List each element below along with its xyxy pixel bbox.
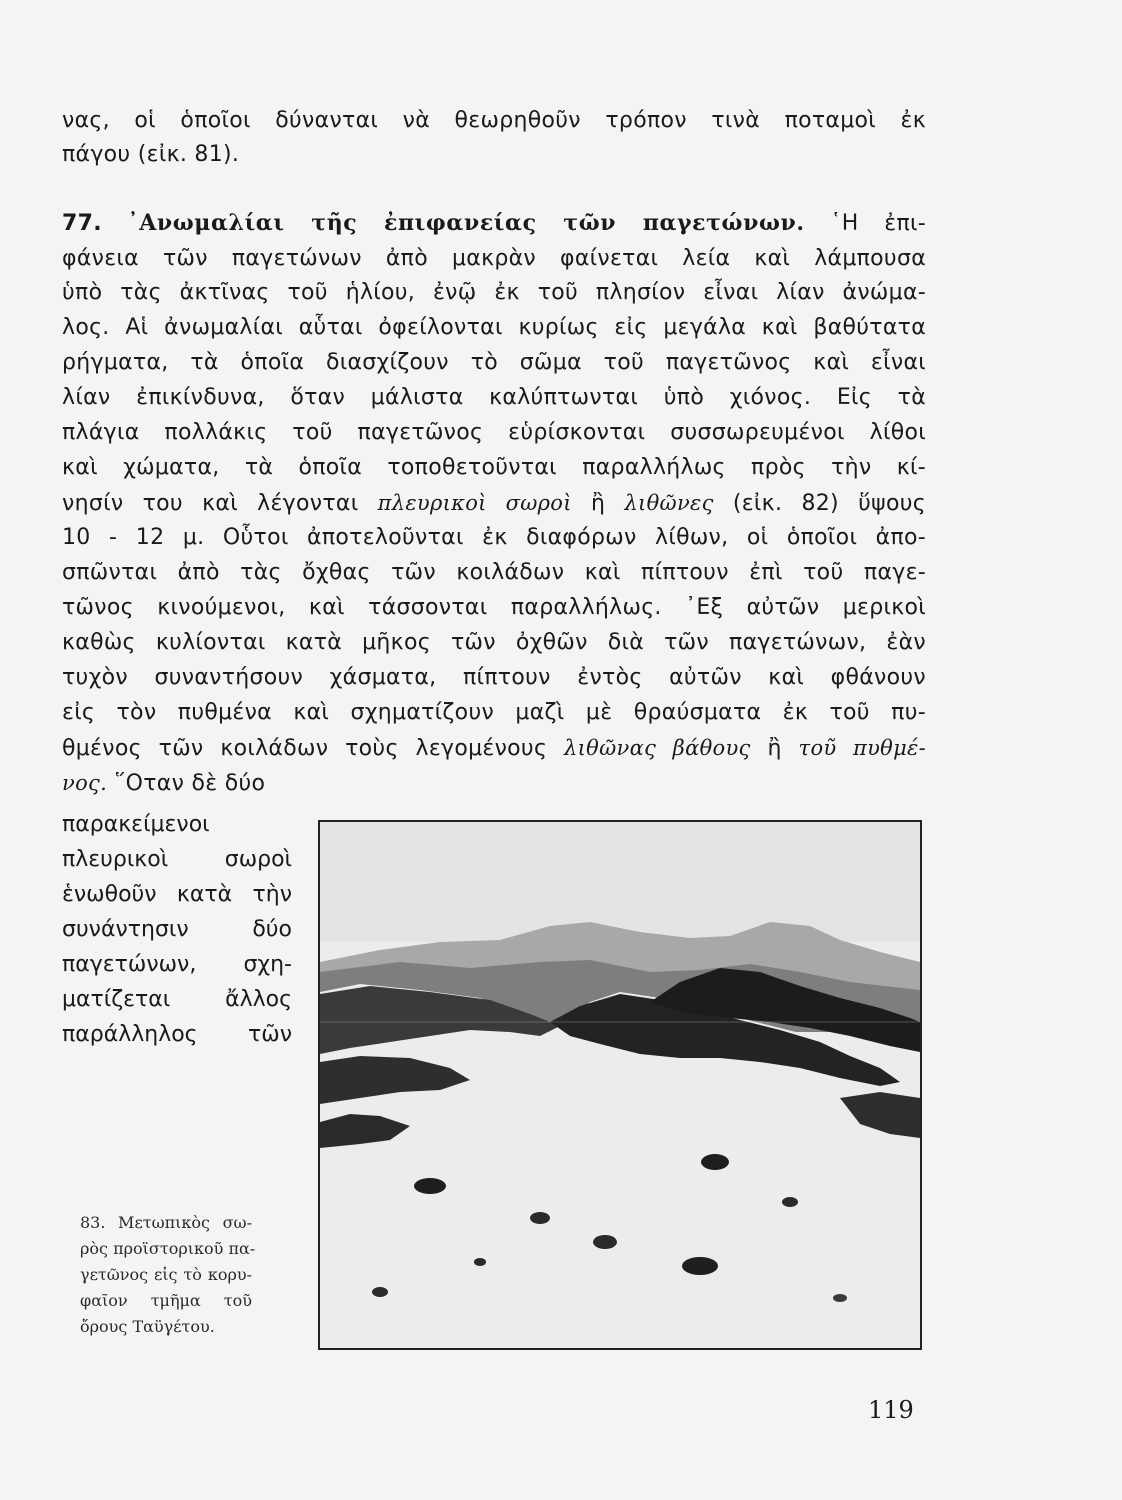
text-line: ὑπὸ τὰς ἀκτῖνας τοῦ ἡλίου, ἐνῷ ἐκ τοῦ πλησίον εἶναι λίαν ἀνώμα- [62, 280, 926, 305]
text-line: πλάγια πολλάκις τοῦ παγετῶνος εὑρίσκονται συσσωρευμένοι λίθοι [62, 420, 926, 445]
text-line: παρακείμενοι [62, 812, 210, 837]
italic-term: τοῦ πυθμέ- [798, 736, 927, 760]
text-fragment: ἢ [767, 736, 782, 761]
text-line: παγετώνων, σχη- [62, 952, 292, 977]
text-line: σπῶνται ἀπὸ τὰς ὄχθας τῶν κοιλάδων καὶ πίπτουν ἐπὶ τοῦ παγε- [62, 560, 926, 585]
text-line: ἑνωθοῦν κατὰ τὴν [62, 882, 292, 907]
figure-caption-line: φαῖον τμῆμα τοῦ [80, 1291, 252, 1310]
text-line: λος. Αἱ ἀνωμαλίαι αὗται ὀφείλονται κυρίως εἰς μεγάλα καὶ βαθύτατα [62, 315, 926, 340]
landscape-illustration [320, 822, 920, 1348]
text-line: εἰς τὸν πυθμένα καὶ σχηματίζουν μαζὶ μὲ θραύσματα ἐκ τοῦ πυ- [62, 700, 926, 725]
text-fragment: ἢ [590, 491, 606, 516]
text-fragment: (εἰκ. 82) ὕψους [732, 491, 926, 516]
text-line [62, 731, 926, 766]
text-fragment: ῞Οταν δὲ δύο [114, 771, 266, 796]
text-line: τῶνος κινούμενοι, καὶ τάσσονται παραλλήλως. ᾿Εξ αὐτῶν μερικοὶ [62, 595, 926, 620]
figure-photo-mountain-moraine [318, 820, 922, 1350]
italic-term: πλευρικοὶ σωροὶ [377, 491, 572, 515]
figure-caption-line: ρὸς προϊστορικοῦ πα- [80, 1239, 256, 1258]
text-fragment: νησίν του καὶ λέγονται [62, 491, 359, 516]
italic-term: λιθῶνας βάθους [564, 736, 751, 760]
text-line: νας, οἱ ὁποῖοι δύνανται νὰ θεωρηθοῦν τρόπον τινὰ ποταμοὶ ἐκ [62, 108, 926, 133]
text-line: ματίζεται ἄλλος [62, 987, 292, 1012]
text-line: καθὼς κυλίονται κατὰ μῆκος τῶν ὀχθῶν διὰ τῶν παγετώνων, ἐὰν [62, 630, 926, 655]
section-title: ᾿Ανωμαλίαι τῆς ἐπιφανείας τῶν παγετώνων. [127, 210, 805, 236]
text-line: ρήγματα, τὰ ὁποῖα διασχίζουν τὸ σῶμα τοῦ παγετῶνος καὶ εἶναι [62, 350, 926, 375]
text-line [62, 486, 926, 521]
text-line: καὶ χώματα, τὰ ὁποῖα τοποθετοῦνται παραλλήλως πρὸς τὴν κί- [62, 455, 926, 480]
section-number: 77. [62, 211, 102, 236]
italic-term: νος. [62, 771, 108, 795]
page-number: 119 [868, 1396, 914, 1424]
figure-caption-line: γετῶνος εἰς τὸ κορυ- [80, 1265, 252, 1284]
text-line: πλευρικοὶ σωροὶ [62, 847, 292, 872]
figure-caption-line: 83. Μετωπικὸς σω- [80, 1213, 252, 1232]
italic-term: λιθῶνες [624, 491, 714, 515]
text-line [62, 766, 926, 801]
text-line: παράλληλος τῶν [62, 1022, 292, 1047]
text-line: λίαν ἐπικίνδυνα, ὅταν μάλιστα καλύπτωνται ὑπὸ χιόνος. Εἰς τὰ [62, 385, 926, 410]
text-line: συνάντησιν δύο [62, 917, 292, 942]
text-fragment: θμένος τῶν κοιλάδων τοὺς λεγομένους [62, 736, 548, 761]
text-line: πάγου (εἰκ. 81). [62, 142, 240, 167]
text-fragment: ῾Η ἐπι- [830, 211, 927, 236]
text-line: 10 - 12 μ. Οὗτοι ἀποτελοῦνται ἐκ διαφόρων λίθων, οἱ ὁποῖοι ἀπο- [62, 525, 926, 550]
section-heading-line [62, 206, 926, 241]
figure-caption-line: ὄρους Ταϋγέτου. [80, 1317, 215, 1336]
text-line: φάνεια τῶν παγετώνων ἀπὸ μακρὰν φαίνεται λεία καὶ λάμπουσα [62, 246, 926, 271]
text-line: τυχὸν συναντήσουν χάσματα, πίπτουν ἐντὸς αὐτῶν καὶ φθάνουν [62, 665, 926, 690]
